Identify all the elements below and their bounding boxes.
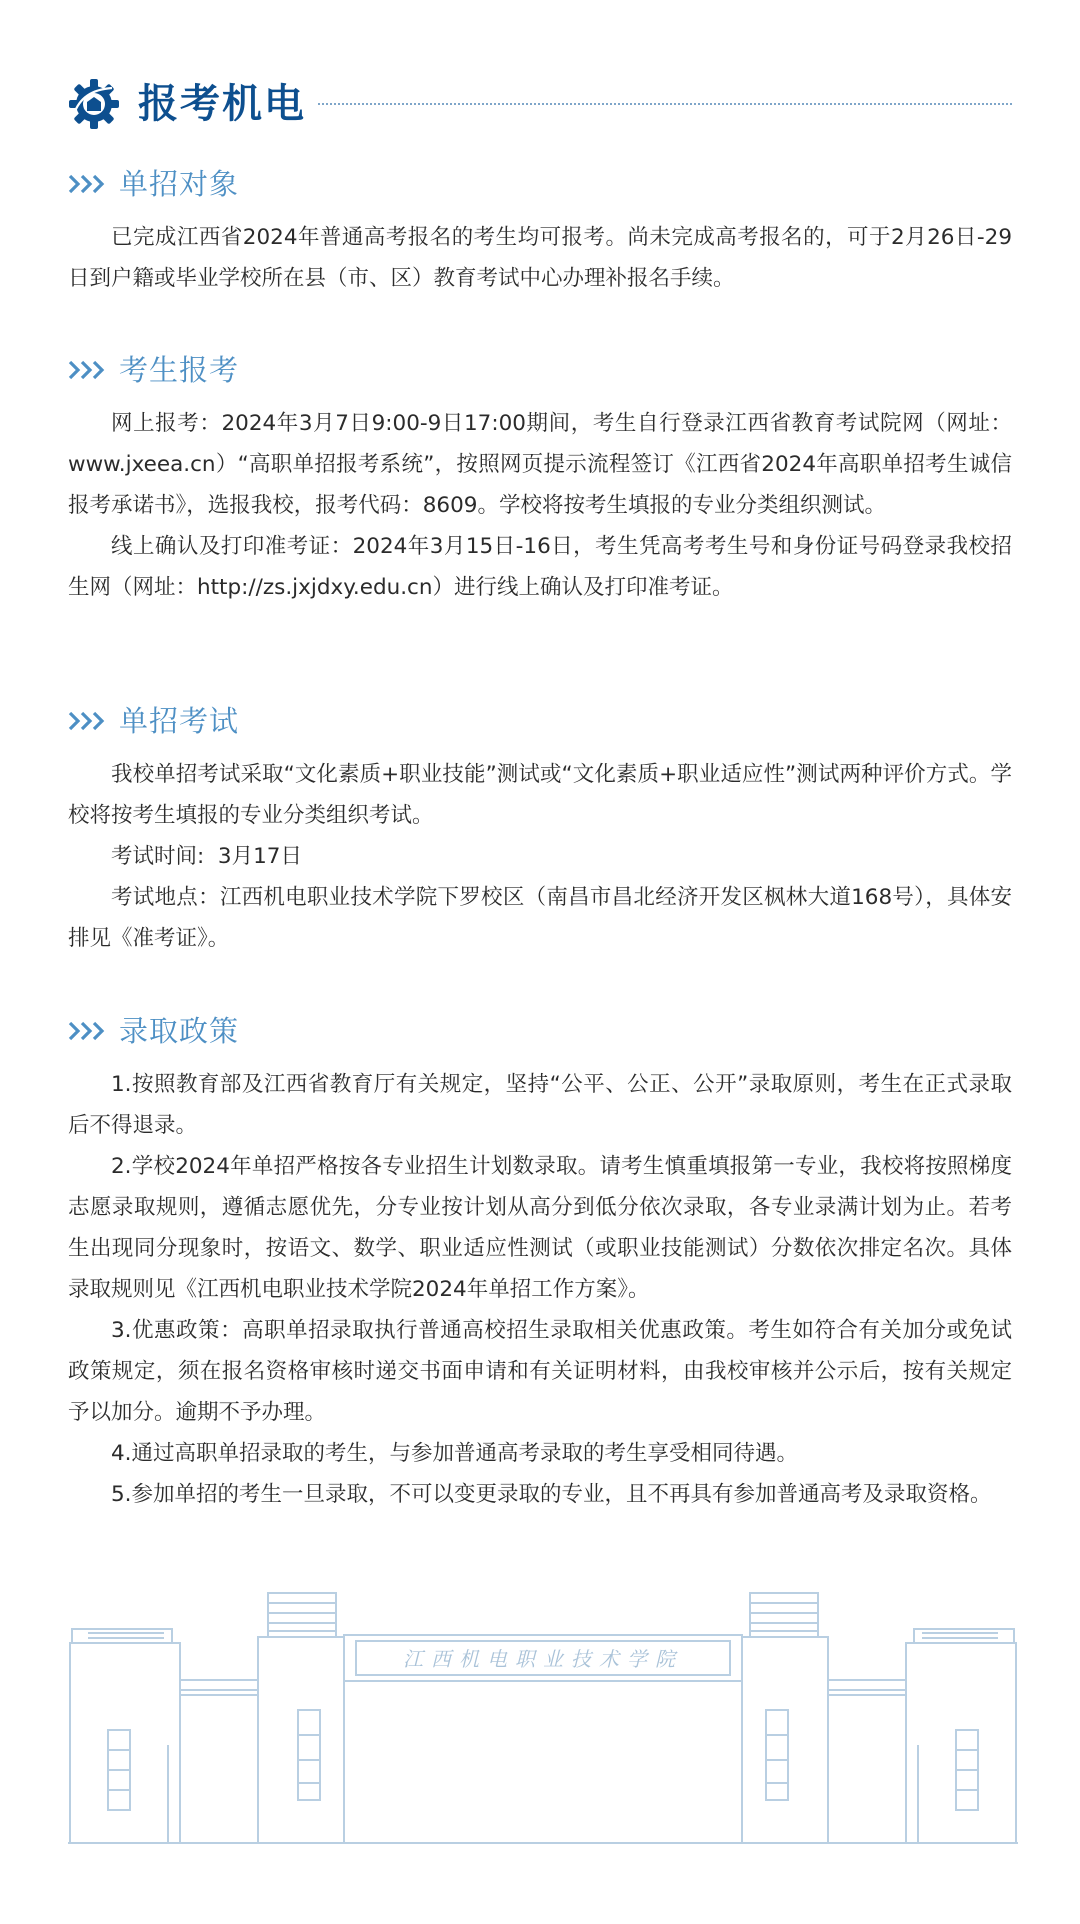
triple-chevron-icon (68, 359, 110, 381)
section-header (68, 1008, 1012, 1054)
section-title: 单招考试 (119, 704, 240, 738)
campus-gate-illustration (68, 1585, 1018, 1855)
section-title: 录取政策 (119, 1014, 240, 1048)
page-title: 报考机电 (138, 81, 306, 127)
triple-chevron-icon (68, 173, 110, 195)
section-exam (68, 698, 1012, 959)
title-divider (318, 103, 1012, 105)
exam-location: 考试地点：江西机电职业技术学院下罗校区（南昌市昌北经济开发区枫林大道168号），具体安排见《准考证》。 (68, 885, 1012, 951)
paragraph: 5.参加单招的考生一旦录取，不可以变更录取的专业，且不再具有参加普通高考及录取资格。 (111, 1482, 992, 1507)
section-header (68, 347, 1012, 393)
page-header (68, 74, 1012, 134)
section-body (68, 217, 1012, 299)
paragraph: 网上报考：2024年3月7日9:00-9日17:00期间，考生自行登录江西省教育考试院网（网址：www.jxeea.cn）“高职单招报考系统”，按照网页提示流程签订《江西省2024年高职单招考生诚信报考承诺书》，选报我校，报考代码：8609。学校将按考生填报的专业分类组织测试。 (68, 411, 1012, 518)
paragraph: 2.学校2024年单招严格按各专业招生计划数录取。请考生慎重填报第一专业，我校将按照梯度志愿录取规则，遵循志愿优先，分专业按计划从高分到低分依次录取，各专业录满计划为止。若考生出现同分现象时，按语文、数学、职业适应性测试（或职业技能测试）分数依次排定名次。具体录取规则见《江西机电职业技术学院2024年单招工作方案》。 (68, 1154, 1012, 1302)
paragraph: 4.通过高职单招录取的考生，与参加普通高考录取的考生享受相同待遇。 (111, 1441, 799, 1466)
paragraph: 3.优惠政策：高职单招录取执行普通高校招生录取相关优惠政策。考生如符合有关加分或免试政策规定，须在报名资格审核时递交书面申请和有关证明材料，由我校审核并公示后，按有关规定予以加分。逾期不予办理。 (68, 1318, 1012, 1425)
paragraph: 线上确认及打印准考证：2024年3月15日-16日，考生凭高考考生号和身份证号码登录我校招生网（网址：http://zs.jxjdxy.edu.cn）进行线上确认及打印准考证。 (68, 534, 1012, 600)
section-registration (68, 347, 1012, 608)
triple-chevron-icon (68, 710, 110, 732)
gear-icon (68, 78, 120, 130)
section-body (68, 403, 1012, 608)
section-title: 单招对象 (119, 167, 240, 201)
gate-sign: 江西机电职业技术学院 (403, 1647, 683, 1671)
section-body (68, 1064, 1012, 1515)
exam-time: 考试时间: 3月17日 (111, 844, 302, 869)
triple-chevron-icon (68, 1020, 110, 1042)
section-admission-target (68, 161, 1012, 299)
section-title: 考生报考 (119, 353, 240, 387)
section-admission-policy (68, 1008, 1012, 1515)
paragraph: 我校单招考试采取“文化素质+职业技能”测试或“文化素质+职业适应性”测试两种评价方式。学校将按考生填报的专业分类组织考试。 (68, 762, 1012, 828)
section-body (68, 754, 1012, 959)
section-header (68, 698, 1012, 744)
paragraph: 已完成江西省2024年普通高考报名的考生均可报考。尚未完成高考报名的，可于2月26日-29日到户籍或毕业学校所在县（市、区）教育考试中心办理补报名手续。 (68, 225, 1012, 291)
section-header (68, 161, 1012, 207)
paragraph: 1.按照教育部及江西省教育厅有关规定，坚持“公平、公正、公开”录取原则，考生在正式录取后不得退录。 (68, 1072, 1012, 1138)
